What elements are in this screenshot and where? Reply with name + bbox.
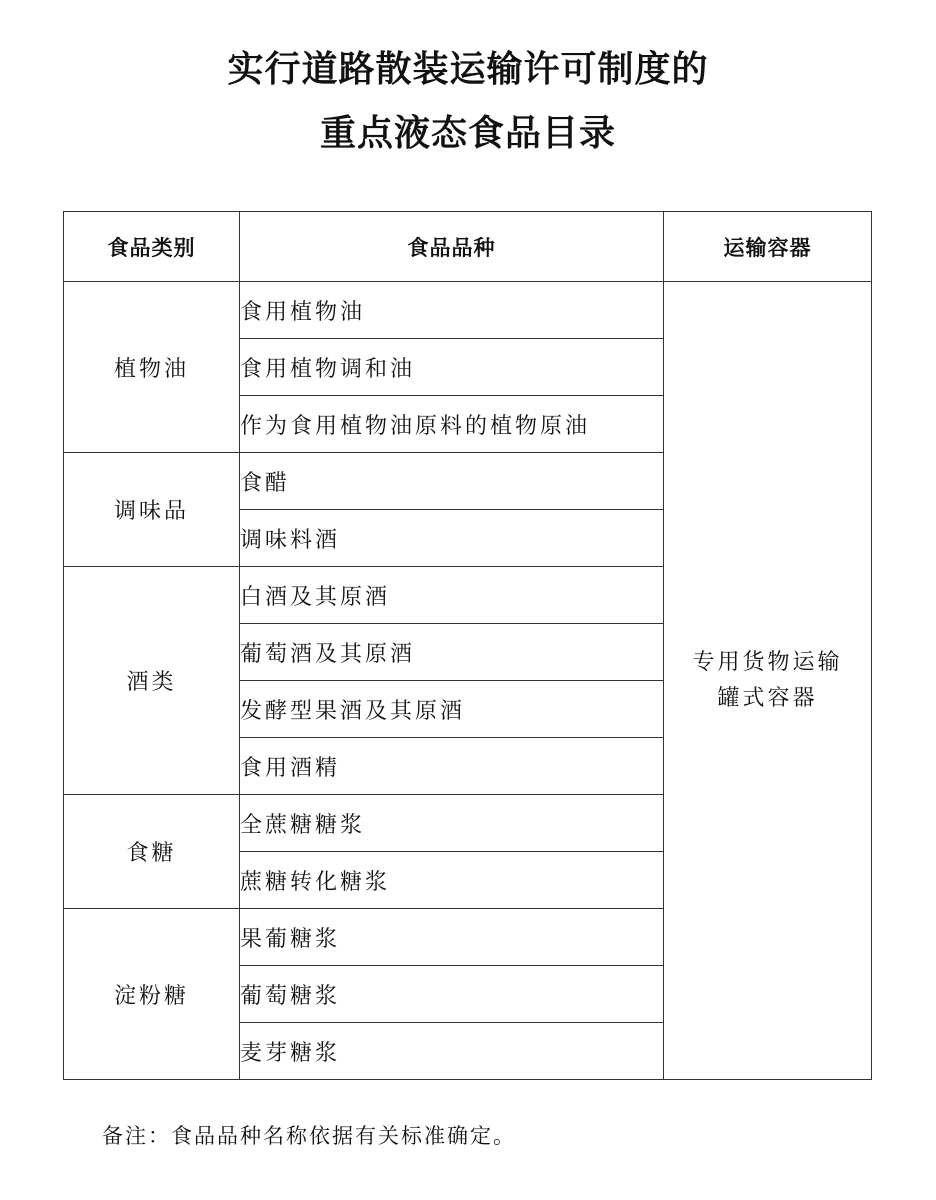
variety-cell: 调味料酒 — [240, 510, 664, 567]
variety-cell: 作为食用植物油原料的植物原油 — [240, 396, 664, 453]
category-cell: 调味品 — [64, 453, 240, 567]
variety-cell: 食用酒精 — [240, 738, 664, 795]
container-cell — [664, 282, 872, 1080]
food-catalog-table — [63, 211, 872, 1080]
variety-cell: 葡萄糖浆 — [240, 966, 664, 1023]
variety-cell: 食用植物调和油 — [240, 339, 664, 396]
title-line-1: 实行道路散装运输许可制度的 — [227, 49, 709, 90]
container-line-1: 专用货物运输 — [692, 649, 843, 675]
category-cell: 酒类 — [64, 567, 240, 795]
header-category: 食品类别 — [64, 212, 240, 282]
variety-cell: 白酒及其原酒 — [240, 567, 664, 624]
header-container: 运输容器 — [664, 212, 872, 282]
variety-cell: 葡萄酒及其原酒 — [240, 624, 664, 681]
table-row — [64, 282, 872, 339]
header-variety: 食品品种 — [240, 212, 664, 282]
container-line-2: 罐式容器 — [717, 685, 818, 711]
category-cell: 植物油 — [64, 282, 240, 453]
category-cell: 食糖 — [64, 795, 240, 909]
title-line-2: 重点液态食品目录 — [319, 113, 616, 154]
document-title — [0, 38, 936, 166]
variety-cell: 食用植物油 — [240, 282, 664, 339]
footnote: 备注：食品品种名称依据有关标准确定。 — [102, 1124, 516, 1148]
variety-cell: 全蔗糖糖浆 — [240, 795, 664, 852]
table-header-row — [64, 212, 872, 282]
variety-cell: 蔗糖转化糖浆 — [240, 852, 664, 909]
variety-cell: 果葡糖浆 — [240, 909, 664, 966]
variety-cell: 发酵型果酒及其原酒 — [240, 681, 664, 738]
category-cell: 淀粉糖 — [64, 909, 240, 1080]
variety-cell: 麦芽糖浆 — [240, 1023, 664, 1080]
variety-cell: 食醋 — [240, 453, 664, 510]
